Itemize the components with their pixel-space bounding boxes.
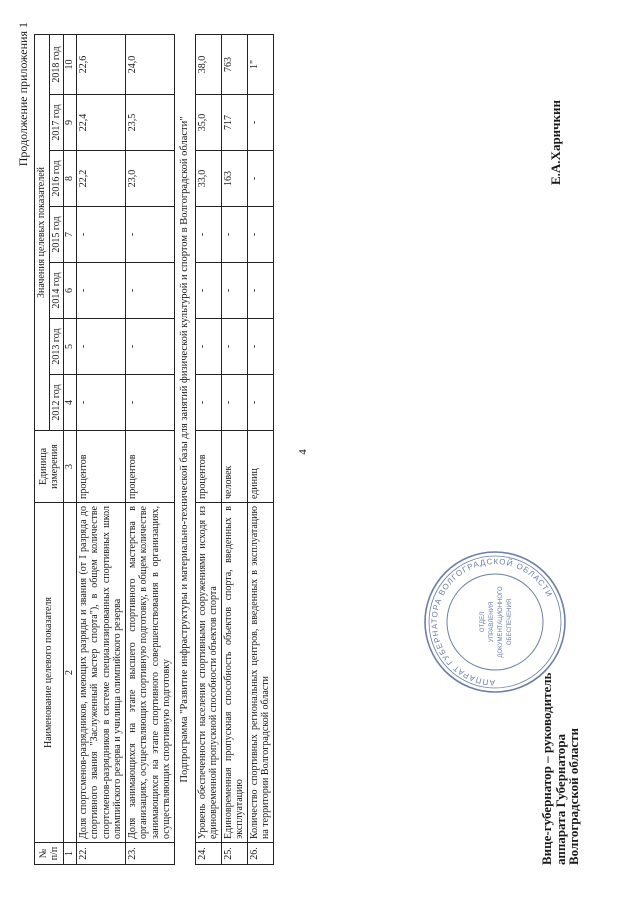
seal-inner-text: ДОКУМЕНТАЦИОННОГО: [498, 586, 504, 658]
value-cell: -: [76, 375, 125, 431]
header-year: 2012 год: [49, 375, 64, 431]
column-index: 4: [64, 375, 77, 431]
signatory-title: [540, 673, 581, 865]
value-cell: -: [195, 207, 221, 263]
value-cell: 22,4: [76, 95, 125, 151]
seal-inner-text: УПРАВЛЕНИЯ: [489, 601, 495, 643]
column-index: 8: [64, 151, 77, 207]
column-index: 5: [64, 319, 77, 375]
value-cell: -: [247, 319, 273, 375]
column-index: 3: [64, 431, 77, 503]
seal-inner-text: ОТДЕЛ: [480, 611, 486, 633]
header-no: № п/п: [35, 843, 64, 865]
subprogram-title: Подпрограмма "Развитие инфраструктуры и материально-технической базы для занятий физической культурой и спортом в Волгоградской области": [174, 34, 195, 864]
header-year: 2017 год: [49, 95, 64, 151]
seal-inner-text: ОБЕСПЕЧЕНИЯ: [507, 598, 513, 646]
value-cell: -: [76, 319, 125, 375]
continuation-label: Продолжение приложения 1: [16, 22, 30, 167]
row-number: 24.: [195, 843, 221, 865]
indicator-unit: человек: [221, 431, 247, 503]
value-cell: -: [221, 375, 247, 431]
value-cell: -: [221, 319, 247, 375]
value-cell: -: [125, 263, 174, 319]
header-unit: Единица измерения: [35, 431, 64, 503]
table-row: [221, 34, 247, 864]
signatory-name: Е.А.Харичкин: [548, 100, 563, 185]
value-cell: -: [247, 207, 273, 263]
value-cell: 763: [221, 34, 247, 94]
indicator-unit: процентов: [125, 431, 174, 503]
value-cell: 22,6: [76, 34, 125, 94]
table-row: [125, 34, 174, 864]
value-cell: 717: [221, 95, 247, 151]
official-seal-stamp: [420, 547, 570, 697]
value-cell: -: [195, 375, 221, 431]
column-index: 6: [64, 263, 77, 319]
signatory-line: Вице-губернатор – руководитель: [539, 672, 554, 865]
value-cell: 1": [247, 34, 273, 94]
value-cell: -: [76, 207, 125, 263]
row-number: 26.: [247, 843, 273, 865]
value-cell: 35,0: [195, 95, 221, 151]
page-number: 4: [296, 449, 309, 455]
value-cell: -: [195, 319, 221, 375]
indicator-name: Количество спортивных региональных центров, введенных в эксплуатацию на территории Волгоградской области: [247, 503, 273, 843]
row-number: 25.: [221, 843, 247, 865]
indicator-unit: процентов: [76, 431, 125, 503]
header-year: 2013 год: [49, 319, 64, 375]
value-cell: 24,0: [125, 34, 174, 94]
indicator-name: Доля спортсменов-разрядников, имеющих разряды и звания (от I разряда до спортивного звания "Заслуженный мастер спорта"), в общем количестве спортсменов-разрядников в системе специализированных спортивных школ олимпийского резерва и училища олимпийского резерва: [76, 503, 125, 843]
column-index: 2: [64, 503, 77, 843]
value-cell: -: [195, 263, 221, 319]
value-cell: -: [125, 375, 174, 431]
column-index: 7: [64, 207, 77, 263]
value-cell: -: [247, 375, 273, 431]
value-cell: -: [125, 207, 174, 263]
indicators-table: [34, 34, 274, 865]
value-cell: -: [247, 151, 273, 207]
table-row: [195, 34, 221, 864]
value-cell: 22,2: [76, 151, 125, 207]
column-index: 9: [64, 95, 77, 151]
column-index: 10: [64, 34, 77, 94]
header-year: 2014 год: [49, 263, 64, 319]
subprogram-row: [174, 34, 195, 864]
value-cell: -: [125, 319, 174, 375]
seal-outer-text: АППАРАТ ГУБЕРНАТОРА ВОЛГОГРАДСКОЙ ОБЛАСТИ: [429, 556, 555, 688]
row-number: 23.: [125, 843, 174, 865]
header-values-group: Значения целевых показателей: [35, 34, 50, 430]
indicator-name: Уровень обеспеченности населения спортивными сооружениями исходя из единовременной пропускной способности объектов спорта: [195, 503, 221, 843]
indicator-name: Доля занимающихся на этапе высшего спортивного мастерства в организациях, осуществляющих спортивную подготовку, в общем количестве занимающихся на этапе спортивного совершенствования в организациях, осуществляющих спортивную подготовку: [125, 503, 174, 843]
value-cell: -: [247, 263, 273, 319]
indicator-unit: единиц: [247, 431, 273, 503]
value-cell: 33,0: [195, 151, 221, 207]
column-index: 1: [64, 843, 77, 865]
header-year: 2016 год: [49, 151, 64, 207]
header-year: 2015 год: [49, 207, 64, 263]
value-cell: -: [247, 95, 273, 151]
value-cell: 23,5: [125, 95, 174, 151]
value-cell: 23,0: [125, 151, 174, 207]
table-row: [76, 34, 125, 864]
row-number: 22.: [76, 843, 125, 865]
table-row: [247, 34, 273, 864]
value-cell: 163: [221, 151, 247, 207]
value-cell: 38,0: [195, 34, 221, 94]
header-year: 2018 год: [49, 34, 64, 94]
signatory-line: Волгоградской области: [566, 727, 582, 865]
indicator-name: Единовременная пропускная способность объектов спорта, введенных в эксплуатацию: [221, 503, 247, 843]
indicator-unit: процентов: [195, 431, 221, 503]
signatory-line: аппарата Губернатора: [552, 733, 568, 865]
value-cell: -: [221, 207, 247, 263]
value-cell: -: [76, 263, 125, 319]
value-cell: -: [221, 263, 247, 319]
header-name: Наименование целевого показателя: [35, 503, 64, 843]
